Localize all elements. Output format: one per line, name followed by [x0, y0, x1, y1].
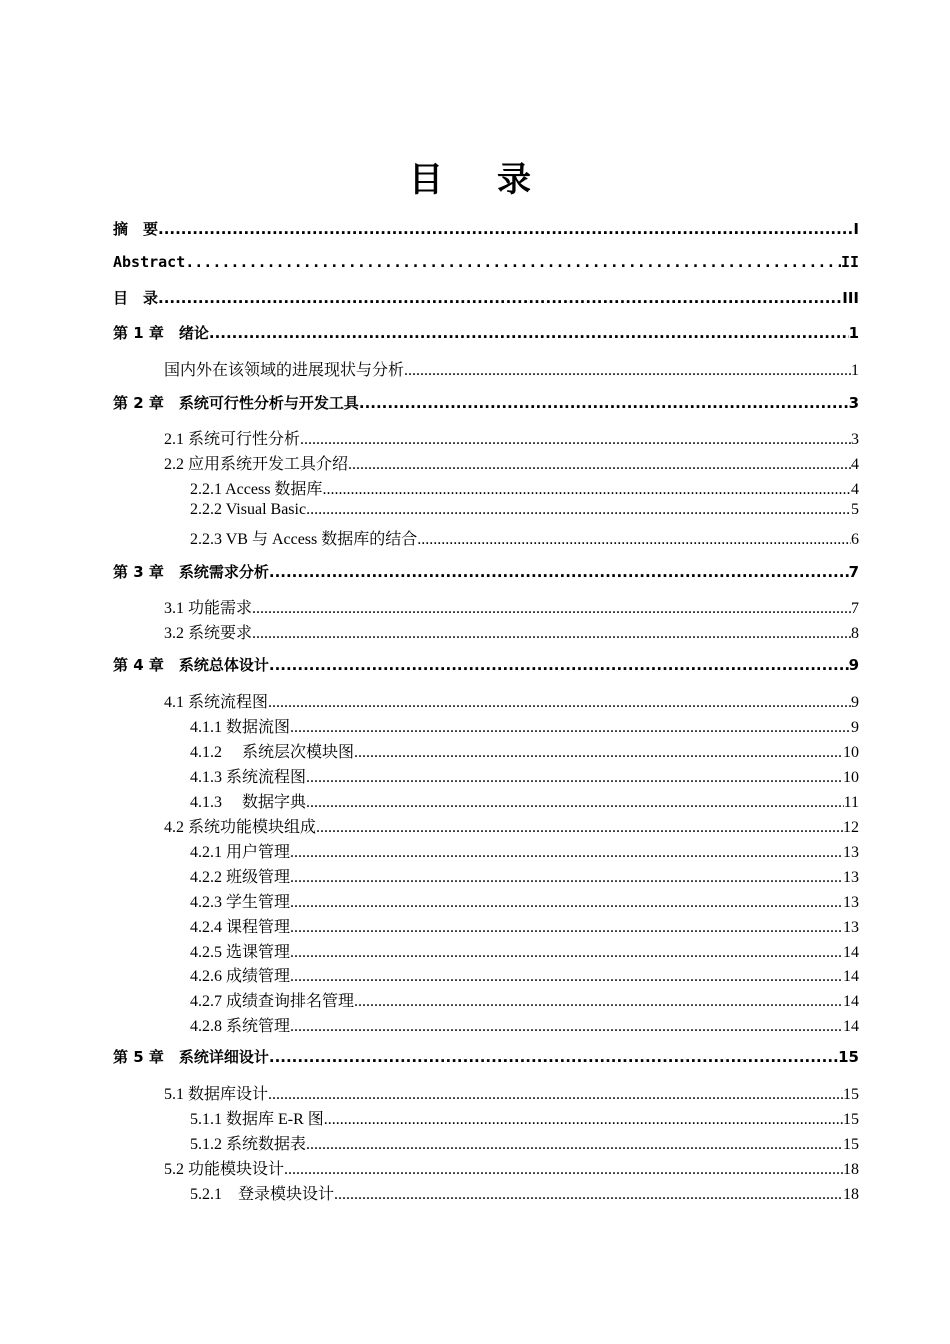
toc-entry-subsection[interactable] [190, 939, 859, 963]
toc-leader [290, 944, 843, 962]
toc-entry-section[interactable] [164, 426, 859, 450]
toc-leader [306, 501, 851, 519]
toc-leader [290, 719, 851, 737]
toc-label: 4.1.1 数据流图 [190, 719, 291, 736]
toc-entry-subsection[interactable] [190, 714, 859, 738]
toc-entry-subsection[interactable] [190, 839, 859, 863]
toc-leader [348, 456, 851, 474]
toc-page: 10 [843, 744, 859, 761]
toc-entry-subsection[interactable] [190, 764, 859, 788]
toc-entry-subsection[interactable] [190, 1106, 859, 1130]
toc-label: 第 3 章 系统需求分析 [113, 563, 269, 581]
toc-page: 6 [851, 531, 859, 548]
toc-leader [316, 819, 843, 837]
toc-label: 4.2.4 课程管理 [190, 919, 291, 936]
toc-leader [322, 481, 851, 499]
toc-label: 国内外在该领域的进展现状与分析 [164, 362, 405, 379]
toc-entry-section[interactable] [164, 595, 859, 619]
toc-label: 2.2 应用系统开发工具介绍 [164, 456, 349, 473]
toc-page: 10 [843, 769, 859, 786]
toc-leader [354, 993, 843, 1011]
toc-page: I [853, 220, 859, 238]
toc-entry-chapter-3[interactable] [113, 561, 859, 585]
toc-page: 14 [843, 1018, 859, 1035]
toc-entry-section[interactable] [164, 1156, 859, 1180]
toc-leader [306, 769, 843, 787]
toc-leader [306, 1136, 843, 1154]
toc-label: 4.2.1 用户管理 [190, 844, 291, 861]
toc-entry-contents[interactable] [113, 287, 859, 311]
toc-entry-chapter-2[interactable] [113, 392, 859, 416]
toc-leader [185, 253, 841, 271]
toc-leader [268, 694, 851, 712]
toc-leader [158, 220, 853, 238]
toc-page: 8 [851, 625, 859, 642]
toc-leader [290, 869, 843, 887]
toc-page: 14 [843, 968, 859, 985]
toc-entry-section[interactable] [164, 1081, 859, 1105]
toc-page: 15 [843, 1086, 859, 1103]
toc-page: 1 [848, 324, 859, 342]
toc-leader [290, 919, 843, 937]
toc-leader [268, 1086, 843, 1104]
toc-label: 5.2.1 登录模块设计 [190, 1186, 335, 1203]
toc-entry-subsection[interactable] [190, 889, 859, 913]
toc-page: 7 [851, 600, 859, 617]
toc-entry-subsection[interactable] [190, 914, 859, 938]
toc-label: 4.1 系统流程图 [164, 694, 269, 711]
toc-label: 4.2.7 成绩查询排名管理 [190, 993, 355, 1010]
toc-label: 2.1 系统可行性分析 [164, 431, 301, 448]
toc-page: 15 [843, 1111, 859, 1128]
toc-entry-subsection[interactable] [190, 1181, 859, 1205]
toc-leader [290, 1018, 843, 1036]
toc-entry-chapter-4[interactable] [113, 654, 859, 678]
toc-label: 2.2.1 Access 数据库 [190, 481, 323, 498]
toc-leader [334, 1186, 843, 1204]
toc-page: 4 [851, 456, 859, 473]
toc-leader [354, 744, 843, 762]
toc-page: 3 [848, 394, 859, 412]
toc-label: 4.1.3 系统流程图 [190, 769, 307, 786]
toc-leader [359, 394, 849, 412]
toc-entry-section[interactable] [164, 620, 859, 644]
toc-label: 4.2.2 班级管理 [190, 869, 291, 886]
toc-label: 4.2.6 成绩管理 [190, 968, 291, 985]
toc-label: 5.1.1 数据库 E-R 图 [190, 1111, 324, 1128]
toc-page: 11 [843, 794, 859, 811]
toc-entry-subsection[interactable] [190, 789, 859, 813]
toc-leader [404, 362, 851, 380]
toc-page: 15 [843, 1136, 859, 1153]
toc-page: 18 [843, 1161, 859, 1178]
toc-label: 4.2.3 学生管理 [190, 894, 291, 911]
toc-page: 9 [851, 719, 859, 736]
toc-label: 2.2.3 VB 与 Access 数据库的结合 [190, 531, 418, 548]
toc-page: II [840, 253, 859, 271]
toc-entry-section[interactable] [164, 357, 859, 381]
toc-page: 18 [843, 1186, 859, 1203]
toc-page: 14 [843, 944, 859, 961]
toc-label: 5.2 功能模块设计 [164, 1161, 285, 1178]
toc-leader [290, 894, 843, 912]
toc-leader [290, 968, 843, 986]
toc-leader [324, 1111, 843, 1129]
page-title: 目 录 [409, 160, 541, 200]
toc-page: III [842, 289, 859, 307]
toc-leader [158, 289, 842, 307]
toc-entry-section[interactable] [164, 689, 859, 713]
toc-page: 13 [843, 869, 859, 886]
toc-leader [300, 431, 851, 449]
toc-label: 第 4 章 系统总体设计 [113, 656, 269, 674]
toc-page: 9 [848, 656, 859, 674]
toc-entry-section[interactable] [164, 451, 859, 475]
toc-page: 1 [851, 362, 859, 379]
toc-entry-subsection[interactable] [190, 526, 859, 550]
toc-page: 9 [851, 694, 859, 711]
toc-label: 3.1 功能需求 [164, 600, 253, 617]
toc-page: 7 [848, 563, 859, 581]
toc-label: 4.1.2 系统层次模块图 [190, 744, 355, 761]
toc-entry-subsection[interactable] [190, 739, 859, 763]
toc-entry-section[interactable] [164, 814, 859, 838]
toc-label: 第 2 章 系统可行性分析与开发工具 [113, 394, 359, 412]
toc-leader [417, 531, 851, 549]
toc-leader [269, 656, 849, 674]
toc-page: 14 [843, 993, 859, 1010]
toc-entry-subsection[interactable] [190, 501, 859, 525]
toc-label: 2.2.2 Visual Basic [190, 501, 307, 518]
toc-label: 4.2.5 选课管理 [190, 944, 291, 961]
toc-leader [269, 1048, 838, 1066]
toc-leader [269, 563, 849, 581]
toc-entry-subsection[interactable] [190, 476, 859, 500]
toc-label: 4.2 系统功能模块组成 [164, 819, 317, 836]
toc-leader [290, 844, 843, 862]
toc-entry-abstract-cn[interactable] [113, 218, 859, 242]
toc-label: 5.1.2 系统数据表 [190, 1136, 307, 1153]
toc-page: 13 [843, 844, 859, 861]
toc-label: 摘 要 [113, 220, 159, 238]
toc-page: 13 [843, 894, 859, 911]
toc-entry-subsection[interactable] [190, 864, 859, 888]
toc-leader [306, 794, 844, 812]
toc-entry-subsection[interactable] [190, 988, 859, 1012]
toc-entry-chapter-5[interactable] [113, 1046, 859, 1070]
toc-leader [284, 1161, 843, 1179]
toc-leader [252, 625, 851, 643]
toc-entry-subsection[interactable] [190, 1013, 859, 1037]
toc-page: 12 [843, 819, 859, 836]
toc-page: 3 [851, 431, 859, 448]
toc-page: 15 [838, 1048, 859, 1066]
toc-page: 4 [851, 481, 859, 498]
toc-entry-subsection[interactable] [190, 1131, 859, 1155]
toc-page: 5 [851, 501, 859, 518]
toc-leader [252, 600, 851, 618]
toc-label: 5.1 数据库设计 [164, 1086, 269, 1103]
toc-label: 目 录 [113, 289, 159, 307]
toc-label: 第 1 章 绪论 [113, 324, 209, 342]
toc-entry-subsection[interactable] [190, 963, 859, 987]
toc-label: 第 5 章 系统详细设计 [113, 1048, 269, 1066]
toc-label: 4.2.8 系统管理 [190, 1018, 291, 1035]
toc-label: Abstract [113, 253, 186, 271]
toc-leader [209, 324, 849, 342]
toc-entry-abstract-en[interactable] [113, 253, 859, 277]
toc-label: 4.1.3 数据字典 [190, 794, 307, 811]
toc-entry-chapter-1[interactable] [113, 322, 859, 346]
toc-page: 13 [843, 919, 859, 936]
toc-label: 3.2 系统要求 [164, 625, 253, 642]
